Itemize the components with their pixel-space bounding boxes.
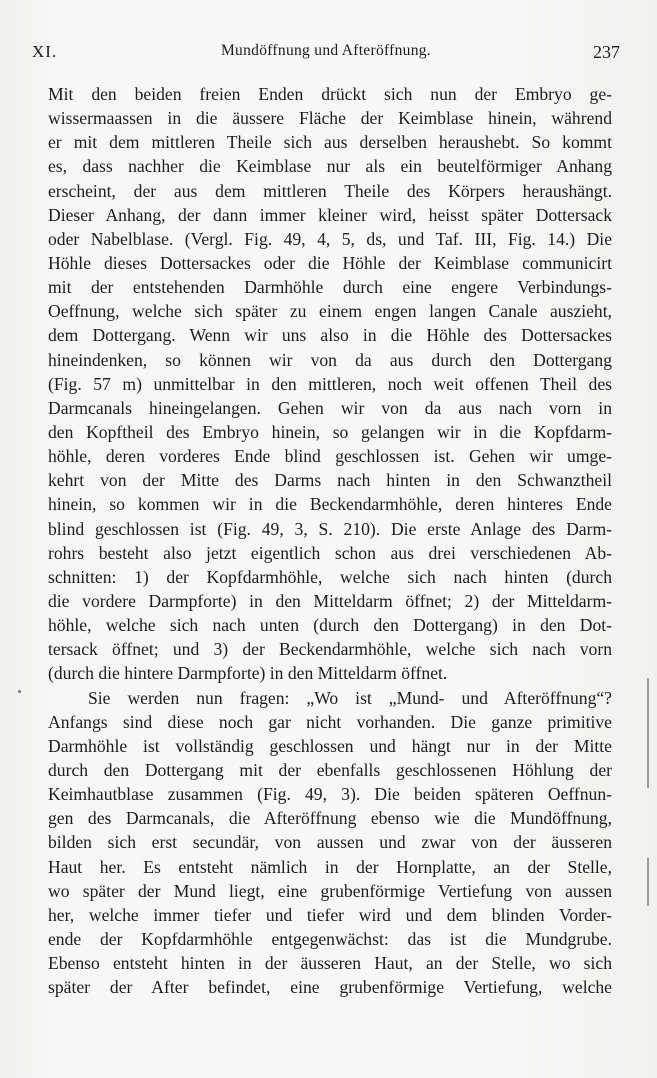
- text-line: er mit dem mittleren Theile sich aus derselben heraushebt. So kommt: [48, 132, 612, 153]
- text-line: höhle, welche sich nach unten (durch den Dottergang) in den Dot-: [48, 615, 612, 636]
- text-line: Keimhautblase zusammen (Fig. 49, 3). Die beiden späteren Oeffnun-: [48, 784, 612, 805]
- text-line: Haut her. Es entsteht nämlich in der Hornplatte, an der Stelle,: [48, 856, 612, 877]
- text-line: es, dass nachher die Keimblase nur als ein beutelförmiger Anhang: [48, 156, 612, 177]
- text-line: höhle, deren vorderes Ende blind geschlossen ist. Gehen wir umge-: [48, 446, 612, 467]
- text-line: ende der Kopfdarmhöhle entgegenwächst: das ist die Mundgrube.: [48, 928, 612, 949]
- text-line: Oeffnung, welche sich später zu einem engen langen Canale auszieht,: [48, 301, 612, 322]
- text-line: kehrt von der Mitte des Darms nach hinten in den Schwanztheil: [48, 470, 612, 491]
- text-line: den Kopftheil des Embryo hinein, so gelangen wir in die Kopfdarm-: [48, 421, 612, 442]
- text-line: Mit den beiden freien Enden drückt sich nun der Embryo ge-: [48, 84, 612, 104]
- text-line: blind geschlossen ist (Fig. 49, 3, S. 210). Die erste Anlage des Darm-: [48, 518, 612, 539]
- text-line: Dieser Anhang, der dann immer kleiner wird, heisst später Dottersack: [48, 204, 612, 225]
- text-line: erscheint, der aus dem mittleren Theile des Körpers heraushängt.: [48, 180, 612, 201]
- text-line: mit der entstehenden Darmhöhle durch eine engere Verbindungs-: [48, 277, 612, 298]
- text-line: Sie werden nun fragen: „Wo ist „Mund- und Afteröffnung“?: [88, 687, 612, 708]
- text-line: durch den Dottergang mit der ebenfalls geschlossenen Höhlung der: [48, 759, 612, 780]
- chapter-number: XI.: [32, 42, 58, 61]
- text-line: hineindenken, so können wir von da aus durch den Dottergang: [48, 349, 612, 370]
- text-line: oder Nabelblase. (Vergl. Fig. 49, 4, 5, ds, und Taf. III, Fig. 14.) Die: [48, 228, 612, 249]
- text-line: die vordere Darmpforte) in den Mitteldarm öffnet; 2) der Mitteldarm-: [48, 590, 612, 611]
- scan-speck: [18, 690, 21, 693]
- text-line: Anfangs sind diese noch gar nicht vorhanden. Die ganze primitive: [48, 711, 612, 732]
- body-text: [48, 82, 612, 999]
- text-line: (Fig. 57 m) unmittelbar in den mittleren, noch weit offenen Theil des: [48, 373, 612, 394]
- text-line: gen des Darmcanals, die Afteröffnung ebenso wie die Mundöffnung,: [48, 808, 612, 829]
- text-line: Ebenso entsteht hinten in der äusseren Haut, an der Stelle, wo sich: [48, 953, 612, 974]
- text-line: wissermaassen in die äussere Fläche der Keimblase hinein, während: [48, 108, 612, 129]
- text-line: schnitten: 1) der Kopfdarmhöhle, welche sich nach hinten (durch: [48, 566, 612, 587]
- text-line: wo später der Mund liegt, eine grubenförmige Vertiefung von aussen: [48, 880, 612, 901]
- text-line: bilden sich erst secundär, von aussen und zwar von der äusseren: [48, 832, 612, 853]
- text-line: Höhle dieses Dottersackes oder die Höhle der Keimblase communicirt: [48, 252, 612, 273]
- text-line: tersack öffnet; und 3) der Beckendarmhöhle, welche sich nach vorn: [48, 639, 612, 660]
- scan-edge-shadow: [647, 678, 649, 788]
- running-header: [32, 42, 620, 68]
- running-title: Mundöffnung und Afteröffnung.: [220, 42, 432, 59]
- text-line: (durch die hintere Darmpforte) in den Mitteldarm öffnet.: [48, 663, 448, 684]
- text-line: hinein, so kommen wir in die Beckendarmhöhle, deren hinteres Ende: [48, 494, 612, 515]
- text-line: Darmhöhle ist vollständig geschlossen und hängt nur in der Mitte: [48, 735, 612, 756]
- scan-edge-shadow: [647, 858, 649, 906]
- text-line: Darmcanals hineingelangen. Gehen wir von da aus nach vorn in: [48, 397, 612, 418]
- page-number: 237: [593, 42, 620, 62]
- text-line: her, welche immer tiefer und tiefer wird und dem blinden Vorder-: [48, 904, 612, 925]
- text-line: rohrs besteht also jetzt eigentlich schon aus drei verschiedenen Ab-: [48, 542, 612, 563]
- text-line: dem Dottergang. Wenn wir uns also in die Höhle des Dottersackes: [48, 325, 612, 346]
- text-line: später der After befindet, eine grubenförmige Vertiefung, welche: [48, 977, 612, 998]
